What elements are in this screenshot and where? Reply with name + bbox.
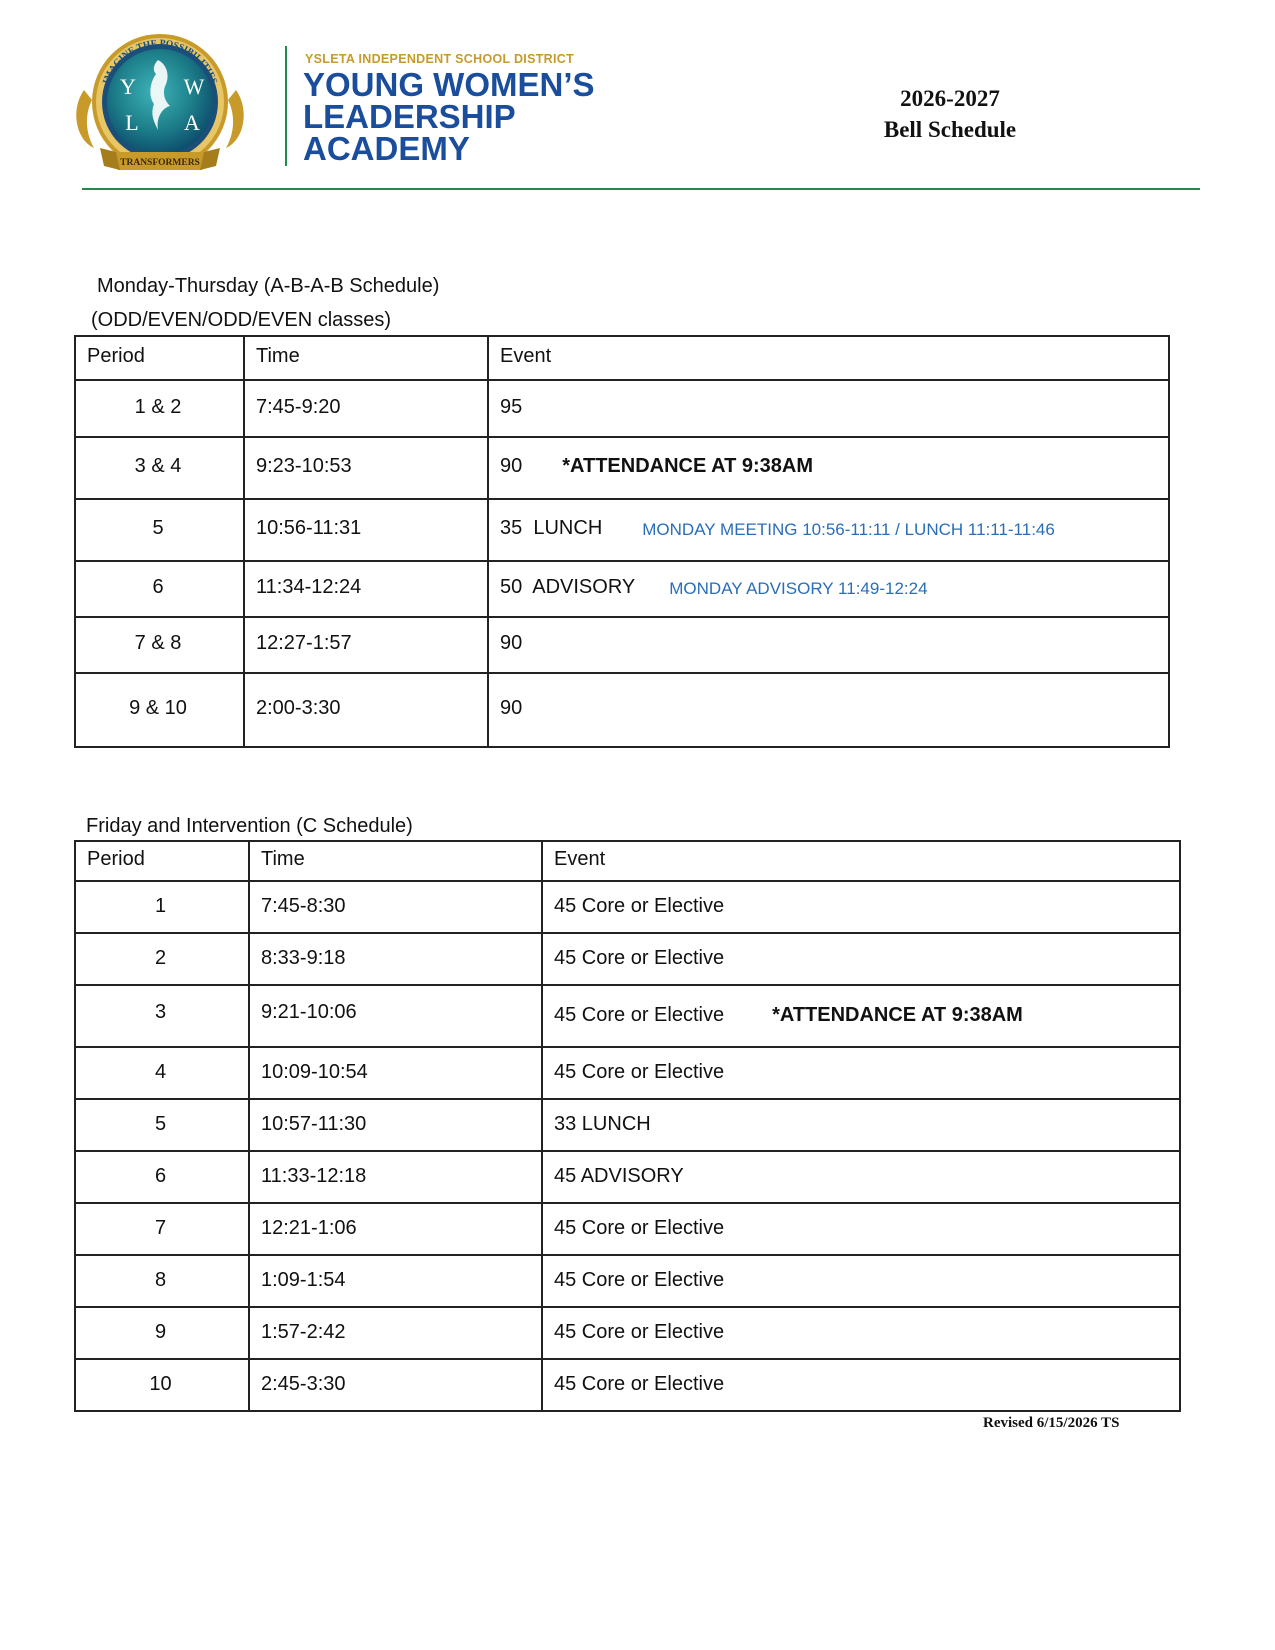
event-text: 45 Core or Elective: [554, 947, 725, 969]
logo-letter-a: A: [184, 110, 200, 135]
row-event: [543, 947, 1179, 971]
row-period: 1 & 2: [134, 395, 182, 418]
row-time: 10:56-11:31: [256, 517, 362, 539]
table-row: [75, 1099, 1180, 1151]
row-time: 12:21-1:06: [261, 1217, 357, 1239]
logo-ribbon-text: TRANSFORMERS: [120, 158, 200, 168]
row-event: [543, 1113, 1179, 1137]
event-text: 33 LUNCH: [554, 1113, 651, 1135]
section1-subtitle: (ODD/EVEN/ODD/EVEN classes): [91, 309, 392, 331]
row-event: [489, 576, 1168, 602]
row-time: 7:45-8:30: [261, 895, 346, 917]
row-event: [489, 697, 1168, 723]
row-period: 7: [154, 1217, 167, 1239]
event-text: 90: [500, 455, 523, 477]
academy-logo: [70, 30, 250, 180]
table-row: [75, 985, 1180, 1047]
event-text: 90: [500, 632, 523, 654]
row-event: [489, 455, 1168, 481]
event-text: 45 Core or Elective: [554, 1321, 725, 1343]
monday-meeting-note: MONDAY MEETING 10:56-11:11 / LUNCH 11:11-11:46: [642, 520, 1055, 539]
table-row: [75, 380, 1169, 437]
header-period: Period: [87, 344, 145, 367]
event-text: 50 ADVISORY: [500, 576, 636, 598]
schedule-table-mon-thu: [74, 335, 1170, 748]
header-time: Time: [256, 344, 300, 367]
attendance-note: *ATTENDANCE AT 9:38AM: [562, 455, 814, 477]
schedule-table-friday: [74, 840, 1181, 1412]
row-event: [543, 1165, 1179, 1189]
row-period: 8: [154, 1269, 167, 1291]
event-text: 45 Core or Elective: [554, 1269, 725, 1291]
event-text: 45 Core or Elective: [554, 1061, 725, 1083]
table-row: [75, 1359, 1180, 1411]
table-row: [75, 1203, 1180, 1255]
row-time: 12:27-1:57: [256, 632, 352, 654]
table-header-row: [75, 841, 1180, 881]
header-event: Event: [500, 344, 552, 367]
header-divider: [285, 46, 287, 166]
table-row: [75, 561, 1169, 617]
event-text: 45 Core or Elective: [554, 895, 725, 917]
row-period: 3: [154, 1000, 167, 1023]
section2-title: Friday and Intervention (C Schedule): [86, 815, 413, 837]
row-event: [543, 895, 1179, 919]
row-event: [543, 1004, 1179, 1028]
district-name: YSLETA INDEPENDENT SCHOOL DISTRICT: [305, 52, 575, 66]
row-event: [543, 1061, 1179, 1085]
logo-letter-y: Y: [120, 74, 136, 99]
row-time: 9:23-10:53: [256, 455, 352, 477]
row-period: 3 & 4: [134, 455, 182, 477]
table-row: [75, 1307, 1180, 1359]
document-title: Bell Schedule: [883, 117, 1017, 142]
row-time: 10:57-11:30: [261, 1113, 367, 1135]
header-time: Time: [261, 847, 305, 870]
row-time: 2:45-3:30: [261, 1373, 346, 1395]
row-time: 7:45-9:20: [256, 395, 341, 418]
row-period: 1: [154, 895, 167, 917]
table-header-row: [75, 336, 1169, 380]
event-text: 45 Core or Elective: [554, 1004, 725, 1026]
row-time: 9:21-10:06: [261, 1000, 357, 1023]
row-event: [543, 1321, 1179, 1345]
revision-note: Revised 6/15/2026 TS: [983, 1415, 1120, 1431]
section1-title: Monday-Thursday (A-B-A-B Schedule): [97, 275, 440, 297]
event-text: 45 Core or Elective: [554, 1217, 725, 1239]
table-row: [75, 933, 1180, 985]
row-period: 7 & 8: [134, 632, 182, 654]
row-period: 4: [154, 1061, 167, 1083]
school-year: 2026-2027: [900, 86, 1000, 111]
event-text: 90: [500, 697, 523, 719]
header-rule: [82, 188, 1200, 190]
academy-name-line-2: LEADERSHIP: [303, 98, 516, 135]
monday-advisory-note: MONDAY ADVISORY 11:49-12:24: [669, 579, 928, 598]
event-text: 45 ADVISORY: [554, 1165, 684, 1187]
header-event: Event: [554, 847, 606, 870]
academy-name-line-1: YOUNG WOMEN’S: [303, 66, 595, 103]
row-time: 1:57-2:42: [261, 1321, 346, 1343]
row-period: 6: [152, 576, 164, 598]
row-event: [543, 1373, 1179, 1397]
row-period: 5: [152, 517, 164, 539]
row-time: 2:00-3:30: [256, 697, 341, 719]
event-text: 95: [500, 395, 523, 418]
logo-letter-w: W: [183, 74, 205, 99]
row-event: [543, 1269, 1179, 1293]
table-row: [75, 673, 1169, 747]
row-period: 9 & 10: [129, 697, 187, 719]
row-period: 6: [154, 1165, 167, 1187]
row-time: 11:34-12:24: [256, 576, 362, 598]
event-text: 45 Core or Elective: [554, 1373, 725, 1395]
table-row: [75, 437, 1169, 499]
table-row: [75, 1151, 1180, 1203]
academy-name-line-3: ACADEMY: [303, 130, 470, 167]
row-period: 2: [154, 947, 167, 969]
table-row: [75, 881, 1180, 933]
logo-arc-text: IMAGINE THE POSSIBILITIES: [101, 38, 219, 86]
row-period: 9: [154, 1321, 167, 1343]
header-period: Period: [87, 847, 145, 870]
table-row: [75, 499, 1169, 561]
row-time: 10:09-10:54: [261, 1061, 368, 1083]
row-period: 5: [154, 1113, 167, 1135]
logo-letter-l: L: [125, 110, 139, 135]
row-event: [543, 1217, 1179, 1241]
table-row: [75, 1255, 1180, 1307]
row-event: [489, 517, 1168, 543]
row-event: [489, 396, 1168, 422]
row-time: 8:33-9:18: [261, 947, 346, 969]
row-period: 10: [149, 1373, 172, 1395]
attendance-note: *ATTENDANCE AT 9:38AM: [772, 1004, 1023, 1026]
row-event: [489, 632, 1168, 658]
row-time: 11:33-12:18: [261, 1165, 367, 1187]
table-row: [75, 1047, 1180, 1099]
row-time: 1:09-1:54: [261, 1269, 346, 1291]
event-text: 35 LUNCH: [500, 517, 603, 539]
table-row: [75, 617, 1169, 673]
